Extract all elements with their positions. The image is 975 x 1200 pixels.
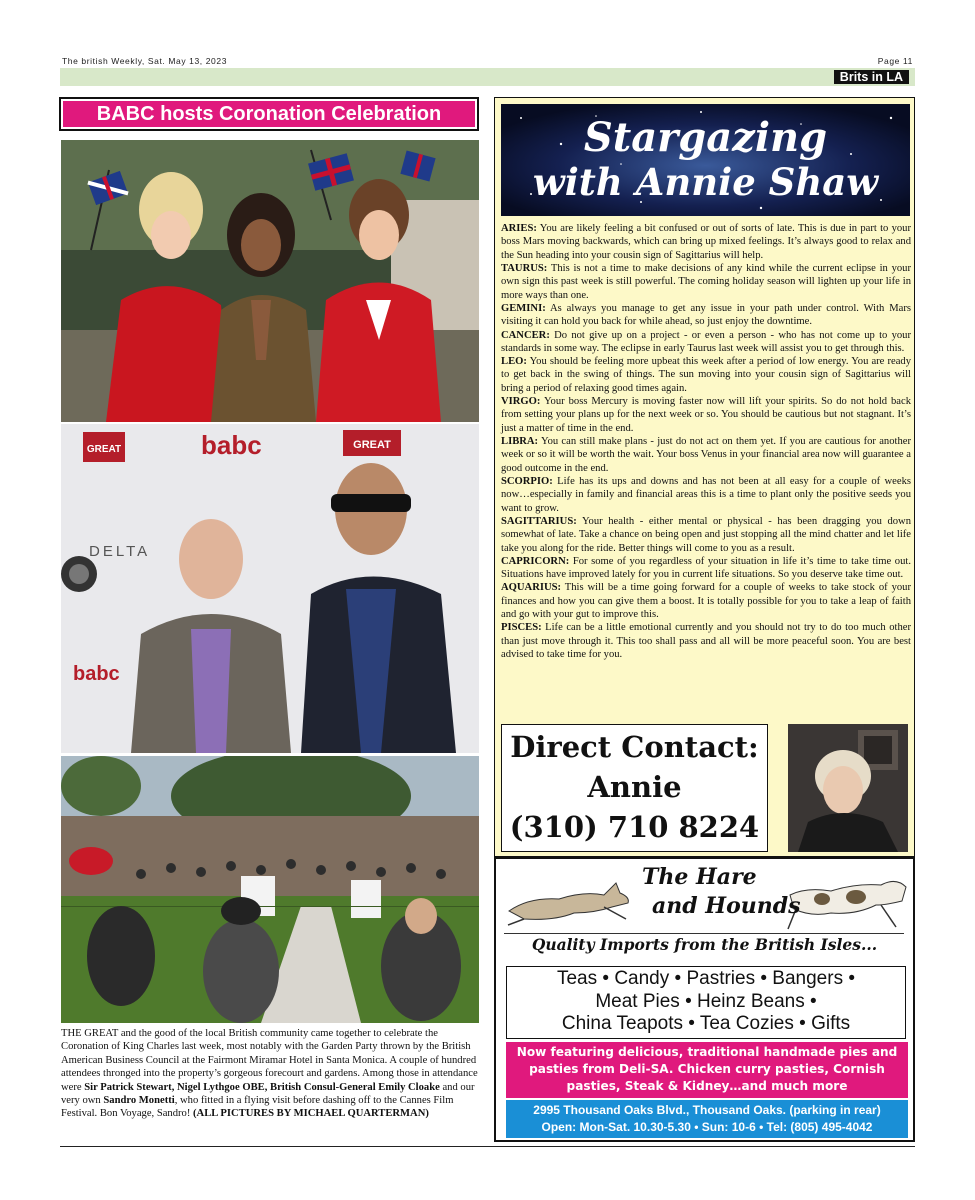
caption-end: , who fitted in a flying visit before dashing off to the Cannes Film Festival. Bon Voyage, Sandro! [61, 1095, 454, 1120]
hare-icon [504, 869, 634, 929]
contact-heading: Direct Contact: [510, 730, 759, 764]
babc-logo-2: babc [73, 663, 120, 685]
article-caption [61, 1027, 481, 1121]
section-bar [60, 68, 915, 86]
caption-credit: (ALL PICTURES BY MICHAEL QUARTERMAN) [193, 1108, 429, 1120]
horoscope-title-2: with Annie Shaw [532, 160, 879, 204]
horoscope-panel [494, 97, 915, 857]
contact-box [501, 724, 768, 852]
ad-tagline: Quality Imports from the British Isles... [531, 935, 878, 954]
caption-names-2: Sandro Monetti [103, 1095, 175, 1107]
horoscope-title-1: Stargazing [583, 114, 828, 161]
annie-portrait [788, 724, 908, 852]
page-number: Page 11 [877, 56, 913, 66]
horoscope-list [501, 222, 911, 661]
sign-leo: LEO: You should be feeling more upbeat this week after a period of low energy. You are ready to get back in the swing of things. The sun moving into your cousin sign of Sagittarius will bring a period of relaxing good times again. [501, 356, 911, 394]
sign-gemini: GEMINI: As always you manage to get any issue in your path under control. With Mars visiting it can hold you back for while ahead, so just enjoy the downtime. [501, 302, 911, 328]
contact-name: Annie [587, 770, 682, 804]
sign-cancer: CANCER: Do not give up on a project - or even a person - who has not come up to your standards in some way. The eclipse in early Taurus last week will assist you to get through this. [501, 329, 911, 354]
ad-promo [506, 1042, 908, 1098]
ad-contact [506, 1100, 908, 1138]
sign-virgo: VIRGO: Your boss Mercury is moving faster now will lift your spirits. So do not hold back from setting your plans up for the next week or so. You should be cautious but not stagnant. It’s just a matter of time in the end. [501, 396, 911, 434]
sign-capricorn: CAPRICORN: For some of you regardless of your situation in life it’s time to take time out. Situations have improved lately for you in current life situations. So you deserve take time out. [501, 555, 911, 581]
banner-great-2: GREAT [353, 439, 391, 451]
contact-phone[interactable]: (310) 710 8224 [509, 810, 760, 844]
banner-great: GREAT [86, 444, 122, 455]
ad-address: 2995 Thousand Oaks Blvd., Thousand Oaks. (parking in rear) [533, 1103, 881, 1117]
ad-promo-line3: pasties, Steak & Kidney…and much more [566, 1079, 848, 1093]
caption-intro: THE GREAT and the good of the local British community came together to celebrate the Coronation of King Charles last week, most notably with the Garden Party thrown by the British American Business Council at the Fairmont Miramar Hotel in Santa Monica. A couple of hundred attendees thronged into the property’s gorgeous forecourt and gardens. Among those in attendance were [61, 1028, 478, 1093]
banner-delta: DELTA [89, 543, 151, 560]
sign-aries: ARIES: You are likely feeling a bit confused or out of sorts of late. This is due in part to your boss Mars moving backwards, which can bring up mixed feelings. It’s always good to relax and the Sun heading into your cousin sign of Sagittarius will help. [501, 223, 911, 261]
masthead [60, 56, 915, 68]
headline-text: BABC hosts Coronation Celebration [63, 101, 475, 127]
ad-brand-line1: The Hare [642, 864, 757, 890]
masthead-date: The british Weekly, Sat. May 13, 2023 [62, 56, 228, 66]
ad-promo-line1: Now featuring delicious, traditional handmade pies and [516, 1045, 898, 1059]
ad-products-line2: Meat Pies • Heinz Beans • [595, 990, 817, 1012]
sign-scorpio: SCORPIO: Life has its ups and downs and has not been at all easy for a couple of weeks now…especially in family and financial areas this is a time to plant only the positive seeds you want to grow. [501, 475, 911, 514]
sign-aquarius: AQUARIUS: This will be a time going forward for a couple of weeks to take stock of your finances and how you can give them a boost. It is totally possible for you to take a leap of faith and go with your gut to improve this. [501, 582, 911, 621]
photo-patrick-stewart [61, 424, 479, 753]
ad-hours: Open: Mon-Sat. 10.30-5.30 • Sun: 10-6 • Tel: (805) 495-4042 [541, 1120, 873, 1134]
sign-sagittarius: SAGITTARIUS: Your health - either mental or physical - has been dragging you down somewhat of late. Take a chance on being open and just stopping all the mind chatter and let life take you along for the ride. Better things will come to you as a result. [501, 515, 911, 554]
page-bottom-rule [60, 1146, 915, 1147]
hare-and-hounds-ad [494, 857, 915, 1142]
photo-garden-party [61, 756, 479, 1023]
caption-names-1: Sir Patrick Stewart, Nigel Lythgoe OBE, British Consul-General Emily Cloake [84, 1081, 440, 1093]
ad-products-line3: China Teapots • Tea Cozies • Gifts [561, 1013, 851, 1034]
ad-brand-line2: and Hounds [652, 893, 801, 919]
horoscope-banner [501, 104, 910, 216]
sign-taurus: TAURUS: This is not a time to make decisions of any kind while the current eclipse in your own sign this past week is still powerful. The coming holiday season will lighten up your life in more ways than one. [501, 262, 911, 301]
photo-flight-attendants [61, 140, 479, 422]
caption-mid: and our very own [61, 1081, 475, 1107]
sign-libra: LIBRA: You can still make plans - just do not act on them yet. If you are cautious for another week or so it will be worth the wait. Your boss Venus in your financial area now will guarantee a good outcome in the end. [501, 436, 911, 474]
babc-logo: babc [201, 430, 262, 460]
section-tag: Brits in LA [834, 70, 909, 84]
ad-products-line1: Teas • Candy • Pastries • Bangers • [556, 968, 856, 989]
ad-products [506, 966, 906, 1039]
sign-pisces: PISCES: Life can be a little emotional currently and you should not try to do too much other than just move through it. This too shall pass and all will be more peaceful soon. You are best advised to take time for you. [501, 622, 911, 660]
article-headline [59, 97, 479, 131]
ad-promo-line2: pasties from Deli-SA. Chicken curry pasties, Cornish [529, 1062, 885, 1076]
ad-brand [642, 863, 801, 921]
ad-divider [504, 933, 904, 934]
hound-icon [786, 865, 910, 935]
